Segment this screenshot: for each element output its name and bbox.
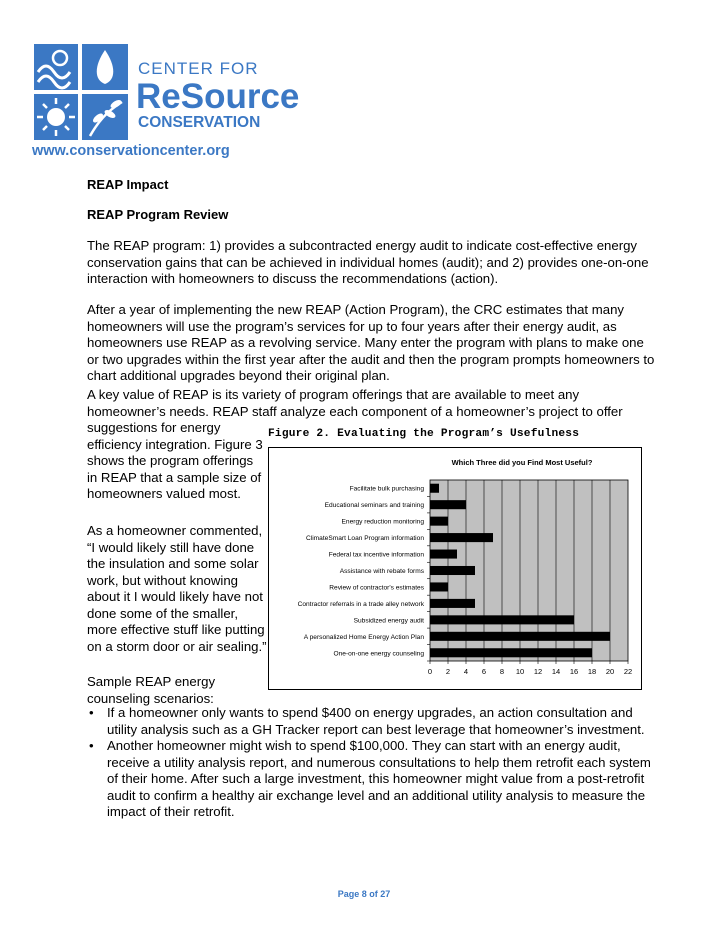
x-tick-label: 10 <box>515 667 525 676</box>
chart-title: Which Three did you Find Most Useful? <box>451 458 593 467</box>
heading-program-review: REAP Program Review <box>87 207 229 222</box>
scenarios-intro: Sample REAP energy counseling scenarios: <box>87 674 216 706</box>
y-category-label: Subsidized energy audit <box>353 617 424 625</box>
x-tick-label: 6 <box>481 667 487 676</box>
chart-bar <box>430 632 610 641</box>
chart-bar <box>430 533 493 542</box>
chart-bar <box>430 582 448 591</box>
y-category-label: Federal tax incentive information <box>328 551 424 559</box>
chart-bar <box>430 648 592 657</box>
list-item <box>87 705 662 738</box>
chart-bar <box>430 517 448 526</box>
list-item <box>87 738 662 821</box>
x-tick-label: 20 <box>605 667 615 676</box>
x-tick-label: 16 <box>569 667 579 676</box>
x-tick-label: 18 <box>587 667 597 676</box>
x-tick-label: 22 <box>623 667 633 676</box>
y-category-label: Review of contractor's estimates <box>329 584 424 592</box>
chart-bar <box>430 550 457 559</box>
y-category-label: Facilitate bulk purchasing <box>349 485 424 493</box>
usefulness-bar-chart <box>268 447 642 690</box>
x-tick-label: 0 <box>427 667 433 676</box>
homeowner-quote: As a homeowner commented, “I would likely still have done the insulation and some solar work, but without knowing about it I would likely have not done some of the smaller, more effective stuff like putting on a storm door or air sealing.” <box>87 523 267 654</box>
page-number: Page 8 of 27 <box>337 889 391 899</box>
x-tick-label: 4 <box>463 667 469 676</box>
bullet-icon: • <box>89 705 94 720</box>
paragraph-program-description: The REAP program: 1) provides a subcontracted energy audit to indicate cost-effective energy conservation gains that can be achieved in individual homes (audit); and 2) provides one-on-one interaction with homeowners to discuss the recommendations (action). <box>87 238 649 286</box>
list-item-text: If a homeowner only wants to spend $400 on energy upgrades, an action consultation and utility analysis such as a GH Tracker report can best leverage that homeowner’s investment. <box>107 705 645 737</box>
y-category-label: A personalized Home Energy Action Plan <box>303 633 424 641</box>
x-tick-label: 8 <box>499 667 505 676</box>
paragraph-key-value: A key value of REAP is its variety of program offerings that are available to meet any homeowner’s needs. REAP staff analyze each component of a homeowner’s project to offer <box>87 387 623 419</box>
sun-icon <box>47 108 65 126</box>
y-category-label: Educational seminars and training <box>324 502 424 510</box>
chart-bar <box>430 500 466 509</box>
paragraph-suggestions: suggestions for energy efficiency integration. Figure 3 shows the program offerings in REAP that a sample size of homeowners valued most. <box>87 420 263 501</box>
bullet-icon: • <box>89 738 94 753</box>
y-category-label: ClimateSmart Loan Program information <box>305 535 424 543</box>
chart-bar <box>430 566 475 575</box>
scenario-list <box>87 705 662 821</box>
list-item-text: Another homeowner might wish to spend $100,000. They can start with an energy audit, receive a utility analysis report, and numerous consultations to help them retrofit each system of their home. After such a large investment, this homeowner might value from a post-retrofit audit to confirm a healthy air exchange level and an additional utility analysis to measure the impact of their retrofit. <box>107 738 651 819</box>
chart-bar <box>430 615 574 624</box>
logo-text-conservation: CONSERVATION <box>138 114 261 131</box>
website-link[interactable]: www.conservationcenter.org <box>32 143 230 159</box>
figure-caption: Figure 2. Evaluating the Program’s Usefulness <box>268 428 580 440</box>
x-tick-label: 2 <box>445 667 451 676</box>
crc-logo <box>32 42 300 142</box>
chart-bar <box>430 599 475 608</box>
x-tick-label: 12 <box>533 667 543 676</box>
logo-text-center-for: CENTER FOR <box>138 59 259 78</box>
paragraph-action-program: After a year of implementing the new REAP (Action Program), the CRC estimates that many homeowners will use the program’s services for up to four years after their energy audit, as homeowners use REAP as a revolving service. Many enter the program with plans to make one or two upgrades within the first year after the audit and then the program prompts homeowners to chart additional upgrades beyond their original plan. <box>87 302 655 383</box>
chart-bar <box>430 484 439 493</box>
x-tick-label: 14 <box>551 667 561 676</box>
y-category-label: Energy reduction monitoring <box>341 518 424 526</box>
logo-text-resource: ReSource <box>136 77 300 116</box>
y-category-label: Assistance with rebate forms <box>339 568 424 575</box>
heading-reap-impact: REAP Impact <box>87 177 169 192</box>
y-category-label: Contractor referrals in a trade alley network <box>297 600 424 608</box>
y-category-label: One-on-one energy counseling <box>333 650 424 658</box>
